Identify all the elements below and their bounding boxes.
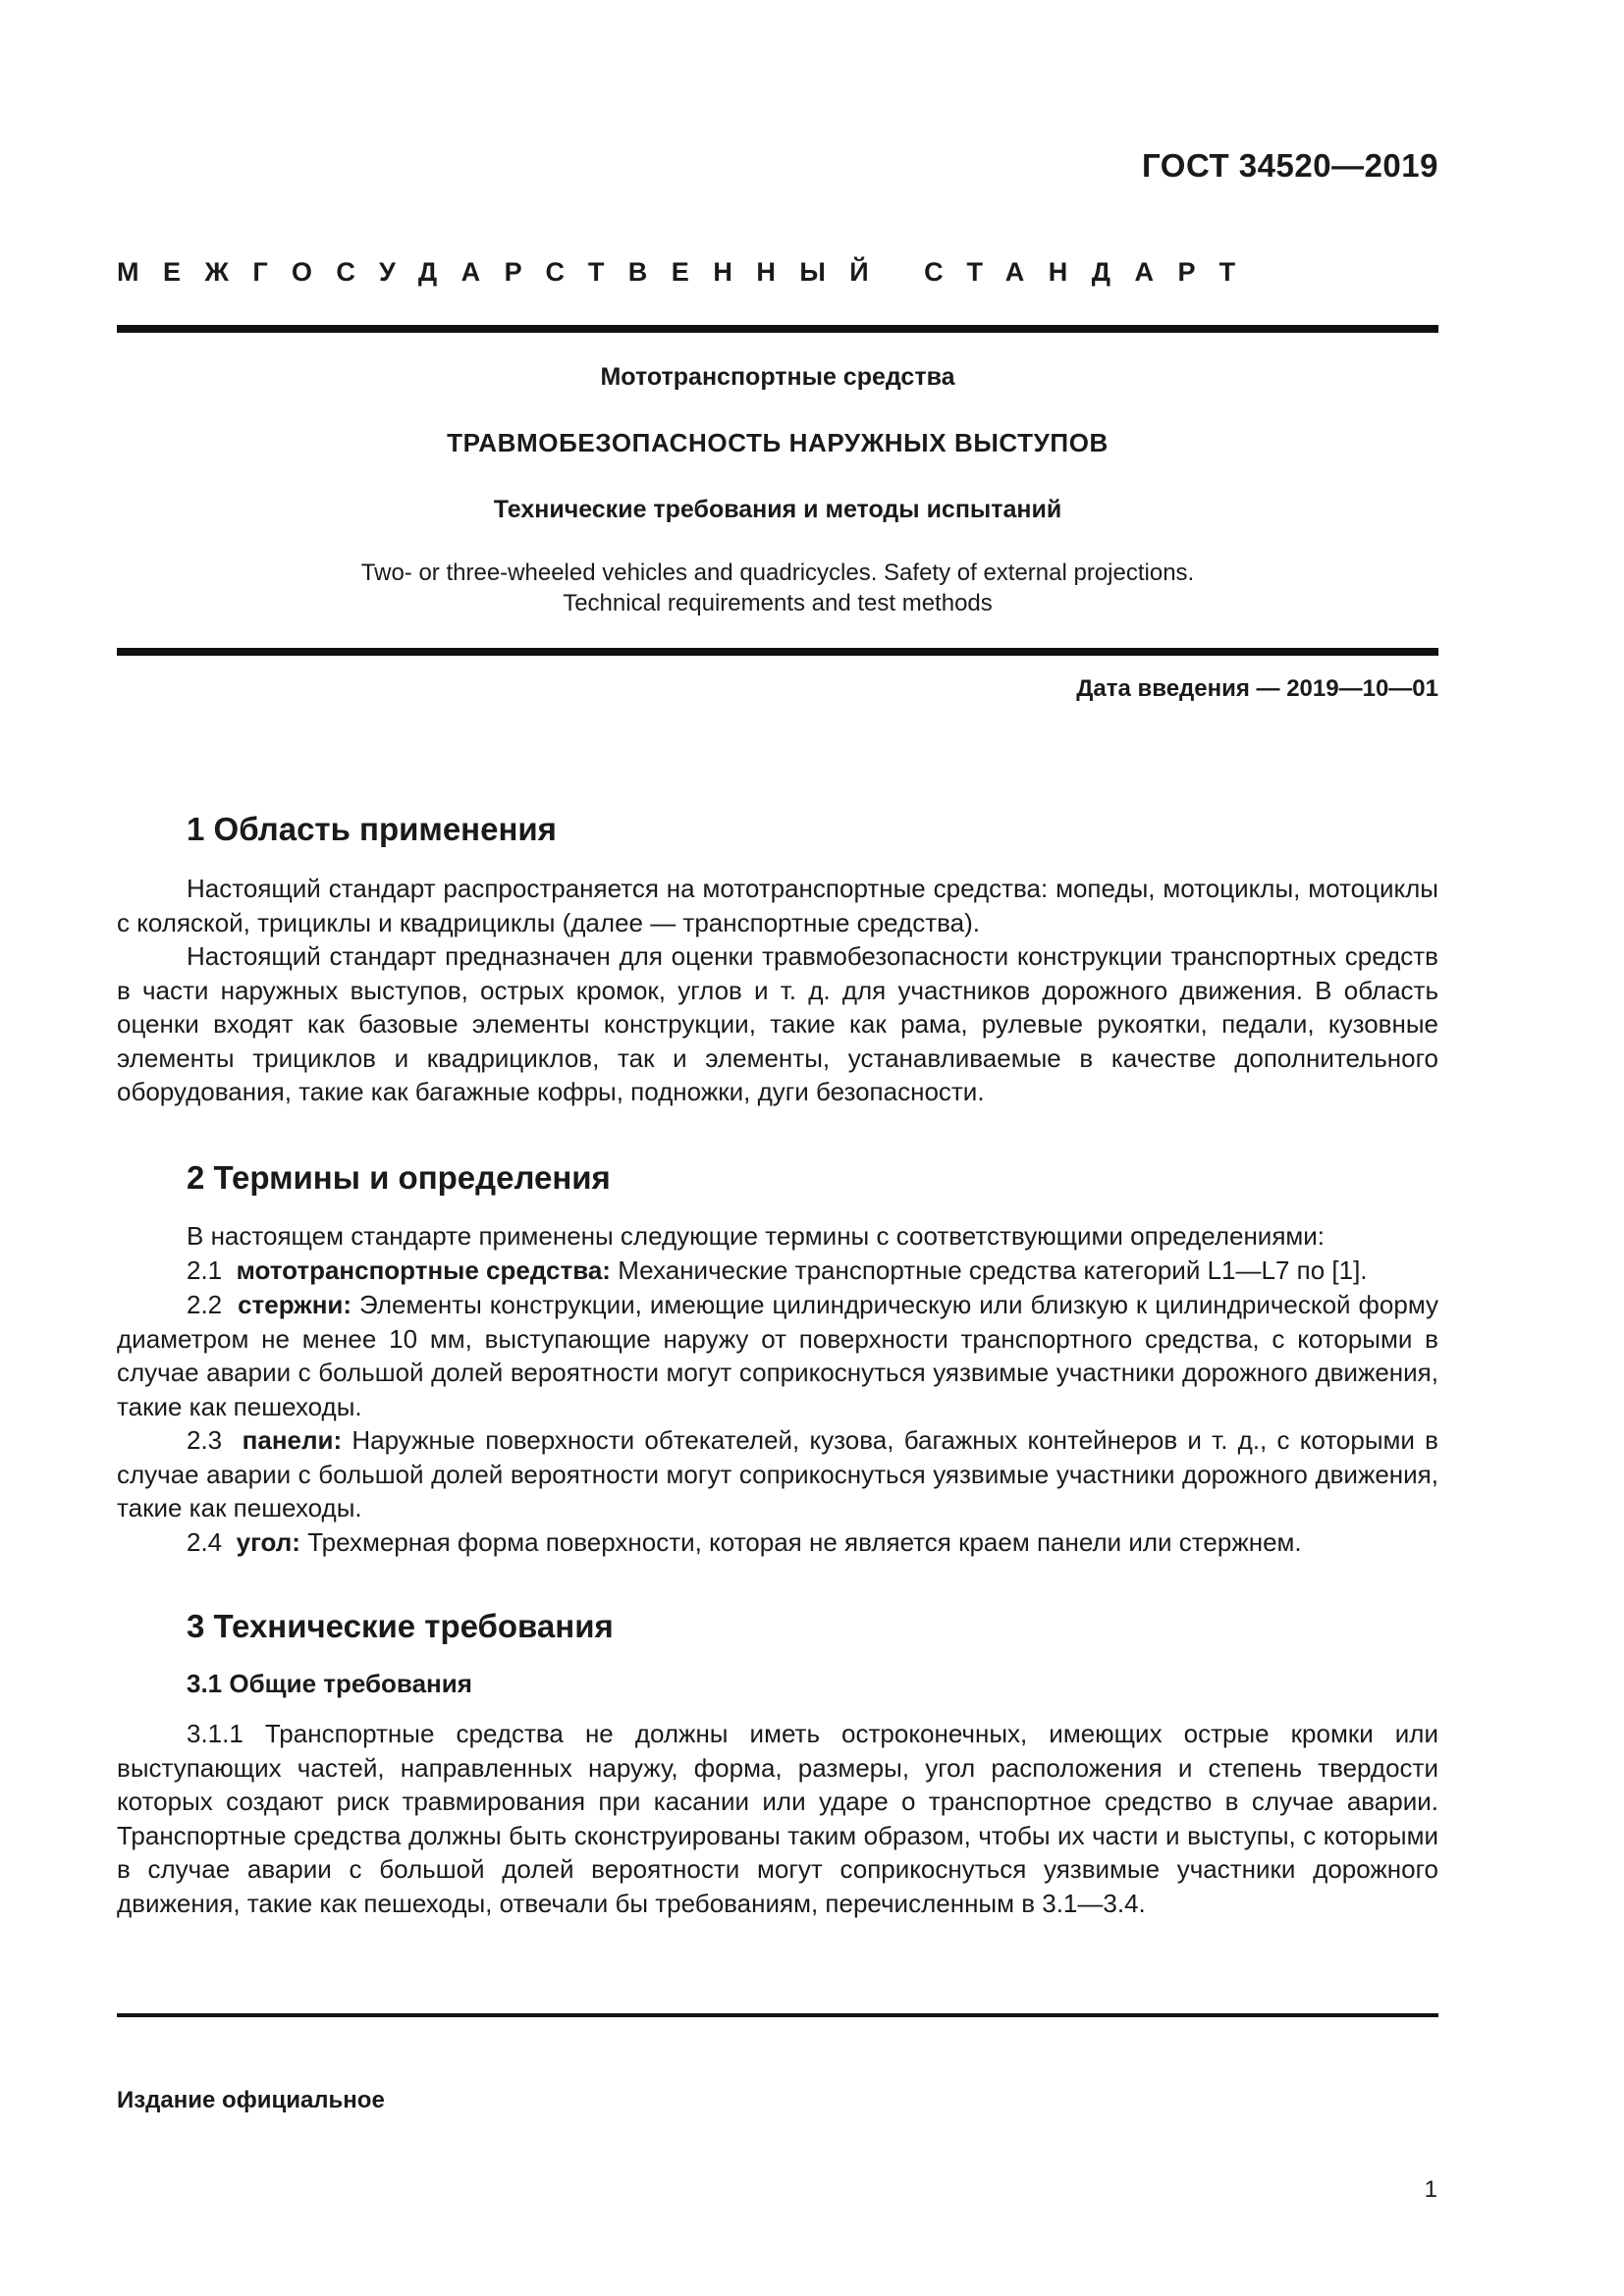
official-edition-label: Издание официальное bbox=[117, 2087, 385, 2113]
title-subject: Мототранспортные средства bbox=[600, 363, 955, 391]
section-1-heading: 1 Область применения bbox=[187, 811, 557, 847]
term-definition: Трехмерная форма поверхности, которая не является краем панели или стержнем. bbox=[299, 1527, 1302, 1557]
subsection-3-1-heading: 3.1 Общие требования bbox=[187, 1669, 472, 1698]
section-2-heading: 2 Термины и определения bbox=[187, 1159, 611, 1196]
title-english-line-2: Technical requirements and test methods bbox=[563, 590, 993, 616]
section-2-intro: В настоящем стандарте применены следующие термины с соответствующими определениями: bbox=[187, 1221, 1326, 1251]
footer-rule bbox=[117, 2013, 1438, 2017]
term-2-4 bbox=[117, 1525, 1438, 1560]
title-english-line-1: Two- or three-wheeled vehicles and quadricycles. Safety of external projections. bbox=[360, 560, 1195, 586]
term-name: стержни: bbox=[238, 1290, 352, 1319]
page-number: 1 bbox=[1424, 2176, 1437, 2203]
header-rule bbox=[117, 325, 1438, 333]
introduction-date: Дата введения — 2019—10—01 bbox=[1076, 675, 1438, 702]
section-3-heading: 3 Технические требования bbox=[187, 1608, 614, 1644]
term-2-1 bbox=[117, 1254, 1438, 1288]
term-number: 2.3 bbox=[187, 1425, 223, 1455]
interstate-standard-label: МЕЖГОСУДАРСТВЕННЫЙ СТАНДАРТ bbox=[117, 257, 1260, 287]
section-1-paragraph-2: Настоящий стандарт предназначен для оценки травмобезопасности конструкции транспортных средств в части наружных выступов, острых кромок, углов и т. д. для участников дорожного движения. В область оценки входят как базовые элементы конструкции, такие как рама, рулевые рукоятки, педали, кузовные элементы трициклов и квадрициклов, так и элементы, устанавливаемые в качестве дополнительного оборудования, такие как багажные кофры, подножки, дуги безопасности. bbox=[117, 941, 1438, 1106]
section-1-paragraph-1: Настоящий стандарт распространяется на мототранспортные средства: мопеды, мотоциклы, мотоциклы с коляской, трициклы и квадрициклы (далее — транспортные средства). bbox=[117, 874, 1438, 937]
term-name: угол: bbox=[236, 1527, 300, 1557]
title-main: ТРАВМОБЕЗОПАСНОСТЬ НАРУЖНЫХ ВЫСТУПОВ bbox=[447, 428, 1109, 457]
term-definition: Наружные поверхности обтекателей, кузова, багажных контейнеров и т. д., с которыми в случае аварии с большой долей вероятности могут соприкоснуться уязвимые участники дорожного движения, такие как пешеходы. bbox=[117, 1425, 1438, 1522]
term-number: 2.4 bbox=[187, 1527, 223, 1557]
term-name: панели: bbox=[242, 1425, 343, 1455]
term-2-2 bbox=[117, 1288, 1438, 1423]
term-number: 2.1 bbox=[187, 1255, 223, 1285]
term-number: 2.2 bbox=[187, 1290, 223, 1319]
title-rule bbox=[117, 648, 1438, 656]
document-number: ГОСТ 34520—2019 bbox=[1142, 147, 1438, 184]
term-name: мототранспортные средства: bbox=[236, 1255, 611, 1285]
term-definition: Элементы конструкции, имеющие цилиндрическую или близкую к цилиндрической форму диаметром не менее 10 мм, выступающие наружу от поверхности транспортного средства, с которыми в случае аварии с большой долей вероятности могут соприкоснуться уязвимые участники дорожного движения, такие как пешеходы. bbox=[117, 1290, 1438, 1421]
title-sub: Технические требования и методы испытаний bbox=[493, 496, 1062, 523]
term-definition: Механические транспортные средства категорий L1—L7 по [1]. bbox=[610, 1255, 1368, 1285]
clause-3-1-1: 3.1.1 Транспортные средства не должны иметь остроконечных, имеющих острые кромки или выступающих частей, направленных наружу, форма, размеры, угол расположения и степень твердости которых создают риск травмирования при касании или ударе о транспортное средство в случае аварии. Транспортные средства должны быть сконструированы таким образом, чтобы их части и выступы, с которыми в случае аварии с большой долей вероятности могут соприкоснуться уязвимые участники дорожного движения, такие как пешеходы, отвечали бы требованиям, перечисленным в 3.1—3.4. bbox=[117, 1719, 1438, 1918]
term-2-3 bbox=[117, 1423, 1438, 1525]
